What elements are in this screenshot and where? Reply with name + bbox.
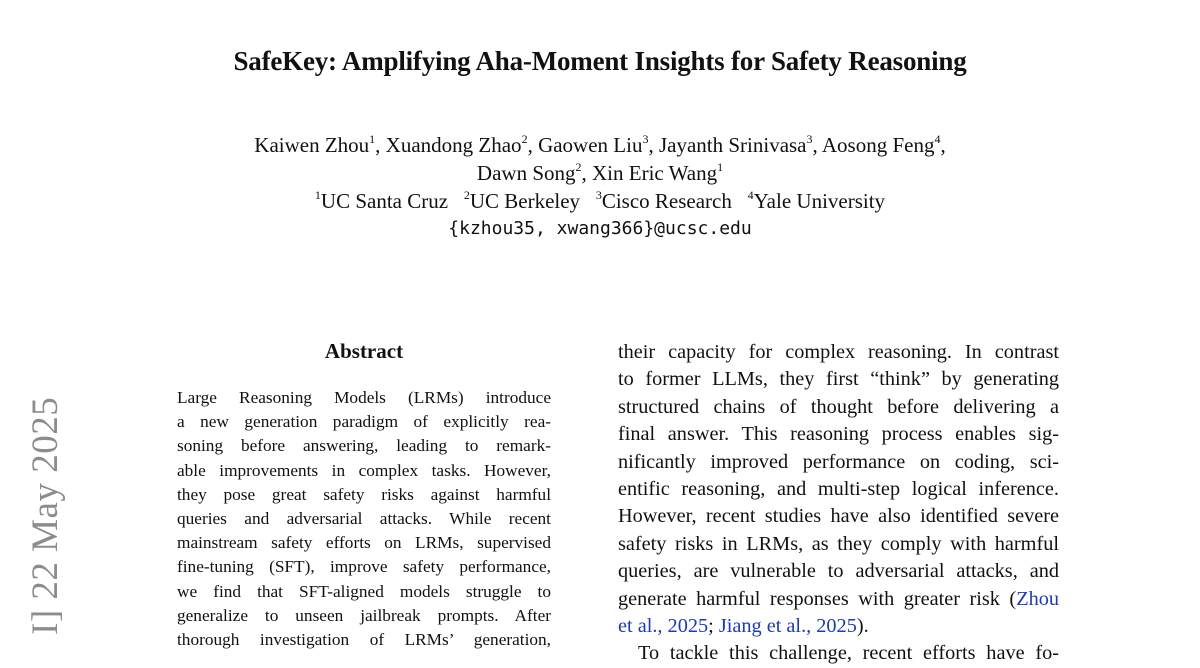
body-line-partial: To tackle this challenge, recent efforts have fo- [638,642,1059,665]
body-line: However, recent studies have also identified severe [618,505,1059,528]
citation-link-zhou-cont[interactable]: et al., 2025 [618,615,709,638]
author-aff: 2 [575,160,582,174]
author-name: Xuandong Zhao [385,133,522,157]
body-text [618,339,1059,668]
body-line: queries, are vulnerable to adversarial attacks, and [618,560,1059,583]
affiliation: UC Santa Cruz [320,189,449,213]
citation-link-zhou[interactable]: Zhou [1016,587,1059,610]
arxiv-stamp: I] 22 May 2025 [25,396,66,635]
author-aff: 4 [934,132,941,146]
author-aff: 1 [369,132,376,146]
body-line-with-citation [618,586,1059,613]
paper-title: SafeKey: Amplifying Aha-Moment Insights for Safety Reasoning [233,46,967,76]
abstract-heading: Abstract [324,339,404,363]
abstract-line: generalize to unseen jailbreak prompts. After [177,605,551,625]
abstract-line: a new generation paradigm of explicitly rea- [177,412,551,432]
author-name: Kaiwen Zhou [254,133,370,157]
aff-num: 2 [463,188,470,202]
body-line: their capacity for complex reasoning. In contrast [618,341,1059,363]
aff-num: 3 [595,188,602,202]
abstract-line: thorough investigation of LRMs’ generation, [177,630,551,650]
abstract-line: fine-tuning (SFT), improve safety performance, [177,557,551,577]
author-line-1: Kaiwen Zhou$^1$, Xuandong Zhao$^2$, Gaowen Liu$^3$, Jayanth Srinivasa$^3$, Aosong Feng$^4$, [254,132,946,157]
author-name: Dawn Song [476,161,576,185]
body-line: to former LLMs, they first “think” by generating [618,368,1059,391]
author-name: Aosong Feng [821,133,935,157]
abstract-line: they pose great safety risks against harmful [177,484,551,504]
body-line: nificantly improved performance on coding, sci- [618,450,1059,473]
author-aff: 2 [521,132,528,146]
body-line: structured chains of thought before delivering a [618,395,1059,418]
abstract-text [177,386,551,652]
body-line-citations [618,613,1059,640]
body-line: entific reasoning, and multi-step logical inference. [618,478,1059,501]
contact-email[interactable]: {kzhou35, xwang366}@ucsc.edu [448,218,752,239]
abstract-line: we find that SFT-aligned models struggle to [177,581,551,601]
abstract-line: soning before answering, leading to remark- [177,436,551,456]
citation-separator: ; [708,615,719,638]
affiliation: UC Berkeley [469,189,581,213]
author-aff: 3 [642,132,649,146]
author-aff: 3 [806,132,813,146]
abstract-line: able improvements in complex tasks. However, [177,460,551,480]
author-name: Gaowen Liu [538,133,643,157]
author-aff: 1 [717,160,724,174]
abstract-line: queries and adversarial attacks. While recent [177,509,551,529]
affiliation-line [0,187,1200,215]
author-name: Xin Eric Wang [592,161,718,185]
citation-close: ). [856,615,869,638]
author-line-2: Dawn Song$^2$, Xin Eric Wang$^1$ [476,160,724,185]
abstract-line: mainstream safety efforts on LRMs, supervised [177,533,551,553]
author-name: Jayanth Srinivasa [658,133,807,157]
citation-link-jiang[interactable]: Jiang et al., 2025 [718,615,857,638]
body-text-fragment: generate harmful responses with greater risk ( [618,587,1017,610]
affiliation: Cisco Research [601,189,732,213]
aff-num: 4 [747,188,754,202]
author-block [0,131,1200,243]
body-line: final answer. This reasoning process enables sig- [618,423,1059,446]
aff-num: 1 [314,188,321,202]
affiliation: Yale University [753,189,886,213]
body-line: safety risks in LRMs, as they comply with harmful [618,532,1059,555]
abstract-line: Large Reasoning Models (LRMs) introduce [177,388,551,407]
